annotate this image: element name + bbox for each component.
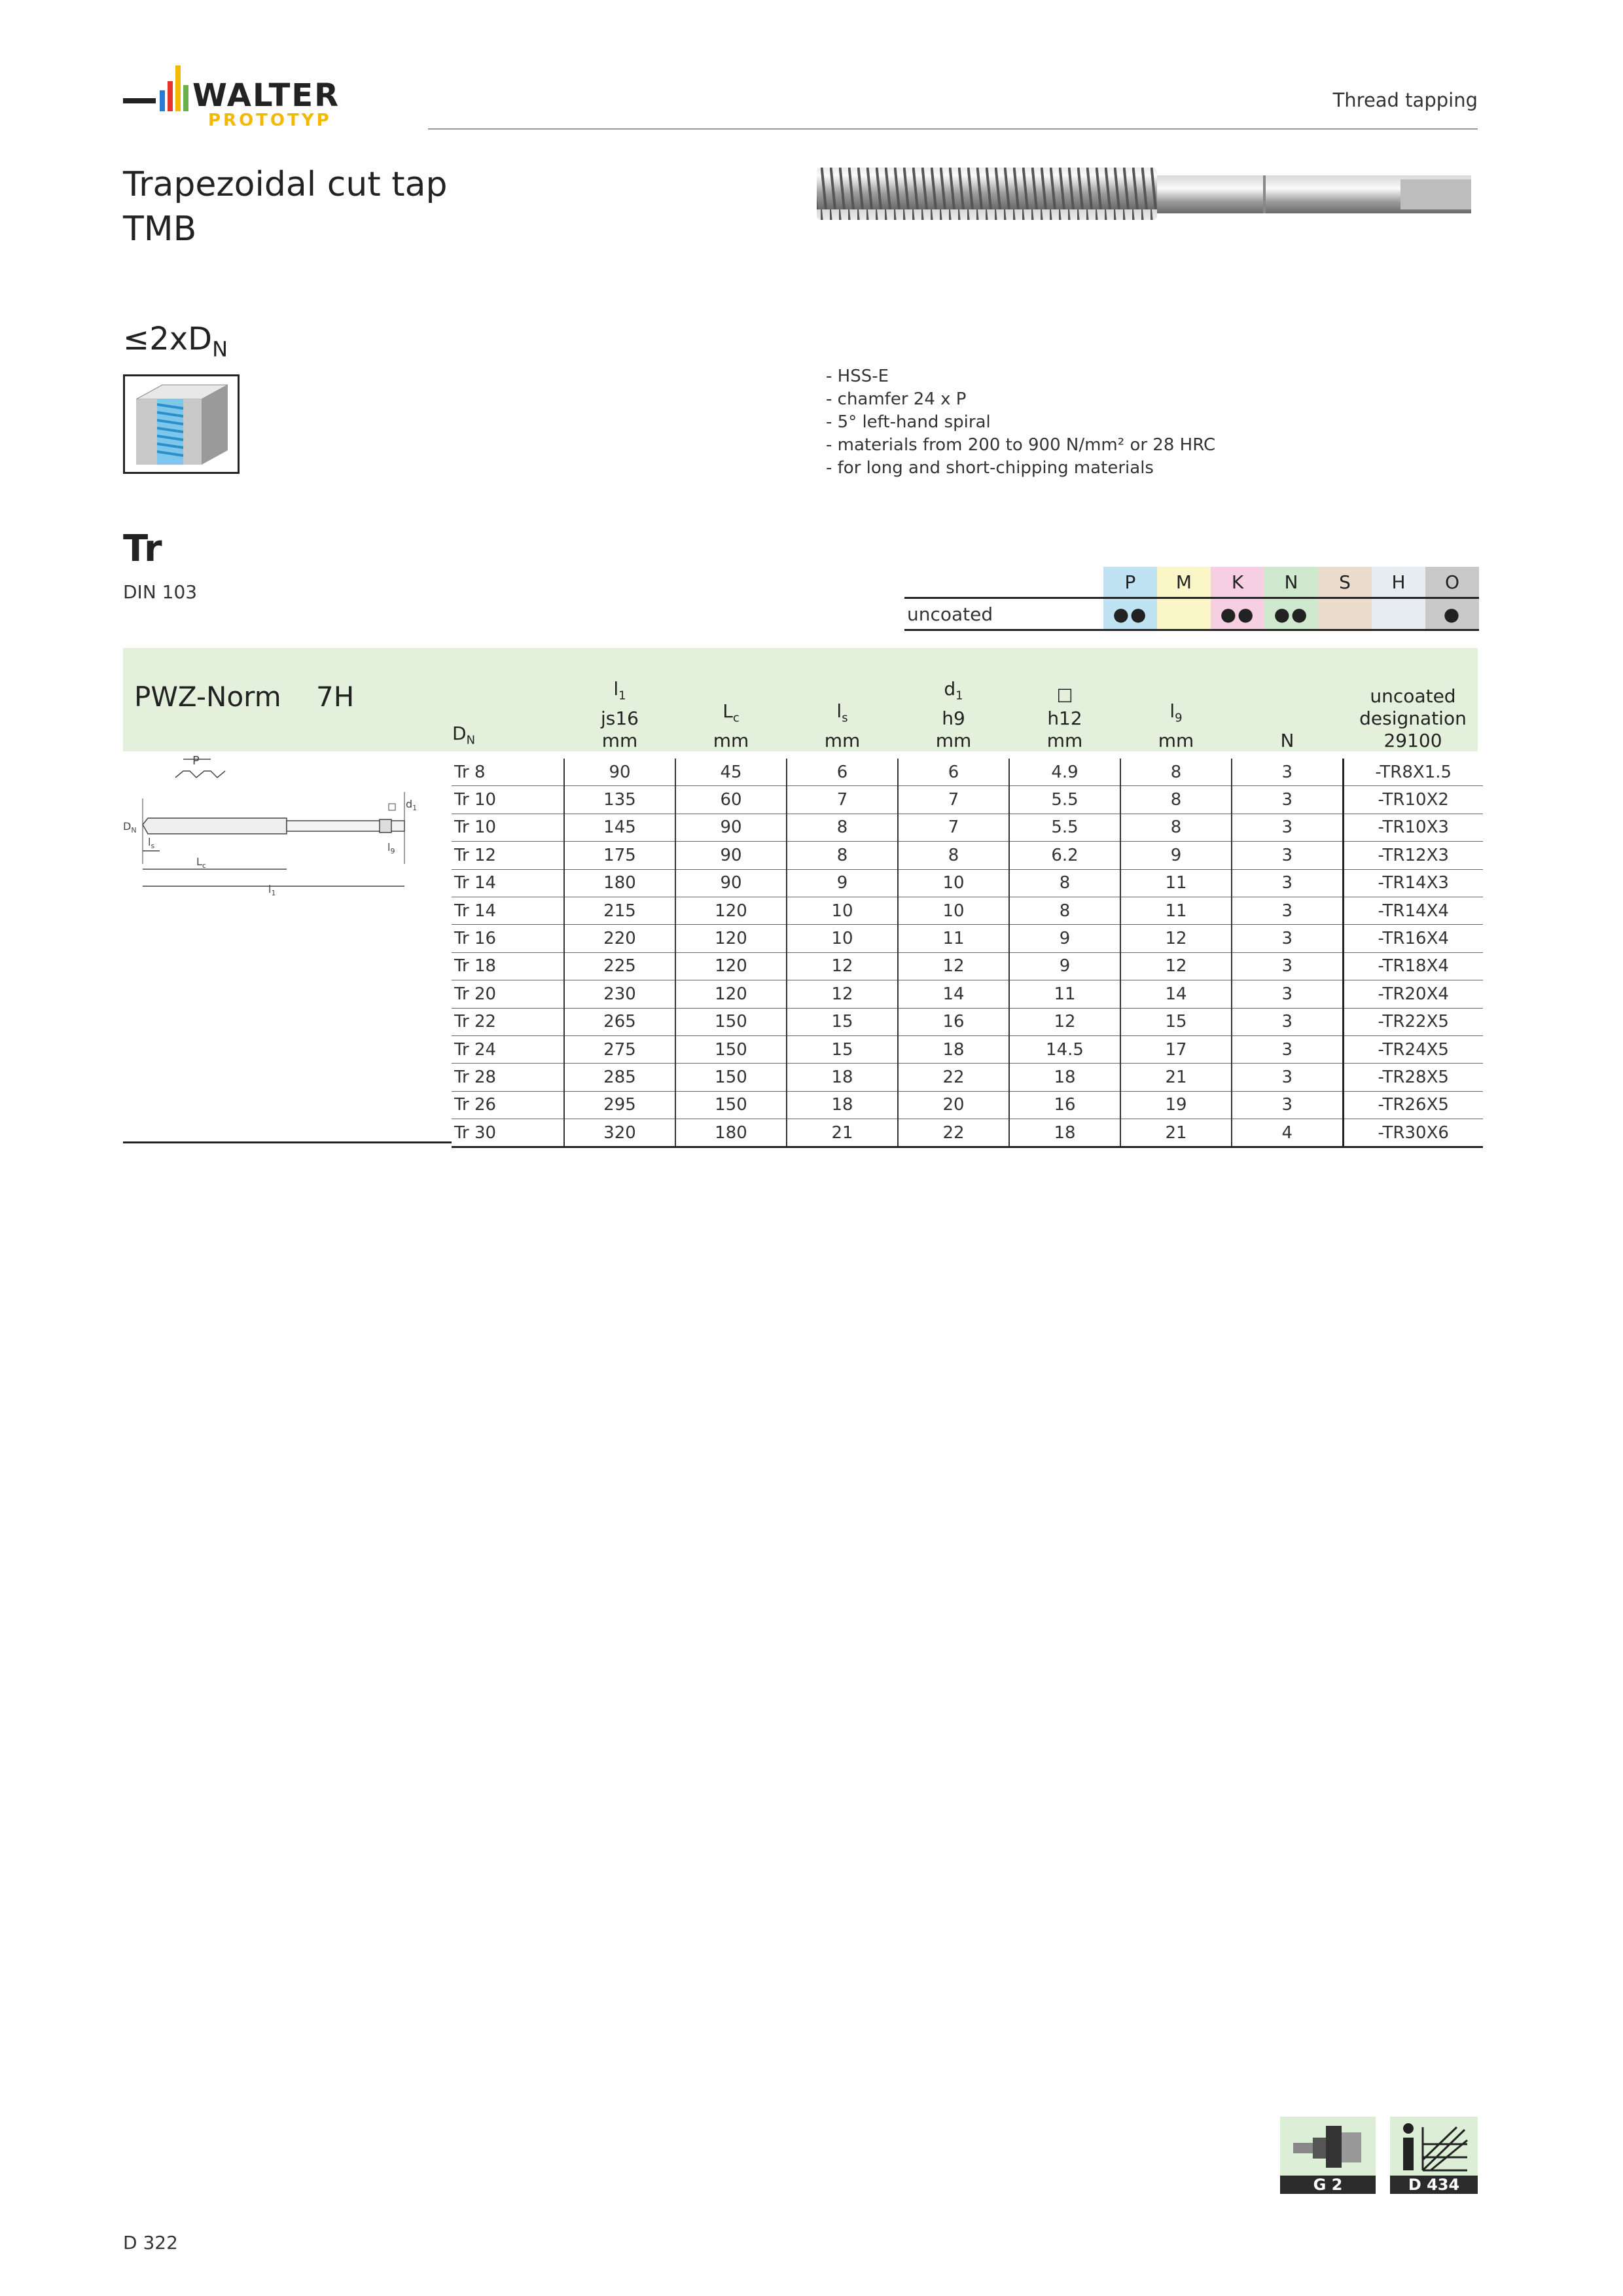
col-square-cell: 18 — [1009, 1064, 1120, 1091]
col-d1-cell: 14 — [898, 980, 1009, 1008]
col-lc-cell: 60 — [675, 786, 787, 814]
thread-type-heading: Tr — [123, 528, 162, 570]
col-l9-cell: 8 — [1120, 786, 1232, 814]
col-ls-cell: 21 — [787, 1119, 898, 1147]
col-square-cell: 12 — [1009, 1008, 1120, 1035]
col-l9-cell: 9 — [1120, 842, 1232, 869]
col-designation-cell[interactable]: -TR26X5 — [1343, 1091, 1483, 1119]
col-n-cell: 3 — [1232, 1091, 1343, 1119]
col-d1-cell: 22 — [898, 1064, 1009, 1091]
table-bottom-rule — [123, 1141, 452, 1143]
col-square-cell: 8 — [1009, 869, 1120, 897]
dn-label: $D_N$ — [123, 820, 137, 834]
col-ls-cell: 18 — [787, 1091, 898, 1119]
col-lc-cell: 150 — [675, 1091, 787, 1119]
col-ls-cell: 6 — [787, 759, 898, 786]
col-ls-cell: 12 — [787, 952, 898, 980]
col-n-cell: 3 — [1232, 897, 1343, 924]
col-ls-cell: 9 — [787, 869, 898, 897]
reference-d434-link[interactable] — [1390, 2117, 1478, 2194]
col-lc-cell: 120 — [675, 897, 787, 924]
col-ls-cell: 12 — [787, 980, 898, 1008]
col-ls-header: $l_s$ mm — [824, 700, 861, 751]
section-label: Thread tapping — [1332, 89, 1478, 111]
table-row — [452, 1035, 1483, 1063]
col-l9-cell: 21 — [1120, 1064, 1232, 1091]
col-d1-header: $d_1$ h9 mm — [935, 678, 972, 751]
depth-rating: $\le 2xD_N$ — [123, 321, 228, 362]
col-n-header: N — [1280, 730, 1294, 751]
material-header-k: K — [1211, 567, 1264, 598]
col-lc-cell: 90 — [675, 814, 787, 841]
col-dn-header: $D_N$ — [452, 723, 476, 747]
brand-text: WALTER — [192, 77, 340, 114]
col-designation-header: uncoated designation 29100 — [1359, 685, 1467, 751]
col-n-cell: 3 — [1232, 1064, 1343, 1091]
col-lc-cell: 180 — [675, 1119, 787, 1147]
col-lc-cell: 90 — [675, 869, 787, 897]
l9-label: $l_9$ — [387, 841, 395, 855]
product-code: TMB — [123, 209, 197, 249]
col-dn-cell: Tr 24 — [452, 1035, 564, 1063]
col-d1-cell: 7 — [898, 814, 1009, 841]
col-square-cell: 16 — [1009, 1091, 1120, 1119]
col-n-cell: 3 — [1232, 759, 1343, 786]
suitability-k: ●● — [1211, 598, 1264, 630]
col-n-cell: 3 — [1232, 842, 1343, 869]
col-lc-cell: 90 — [675, 842, 787, 869]
feature-list — [826, 365, 1215, 480]
col-d1-cell: 18 — [898, 1035, 1009, 1063]
col-designation-cell[interactable]: -TR10X3 — [1343, 814, 1483, 841]
table-row — [452, 869, 1483, 897]
col-square-cell: 9 — [1009, 952, 1120, 980]
tool-holder-icon — [1289, 2121, 1366, 2173]
table-row — [452, 925, 1483, 952]
col-n-cell: 3 — [1232, 980, 1343, 1008]
info-chart-icon — [1397, 2121, 1471, 2173]
reference-g2-label: G 2 — [1280, 2176, 1376, 2194]
col-lc-cell: 150 — [675, 1064, 787, 1091]
tap-dimension-drawing — [123, 753, 431, 916]
col-ls-cell: 10 — [787, 925, 898, 952]
col-lc-header: $L_c$ mm — [713, 700, 749, 751]
header-divider — [428, 128, 1478, 130]
dimensions-table — [452, 648, 1483, 1148]
col-designation-cell[interactable]: -TR28X5 — [1343, 1064, 1483, 1091]
norm-label: PWZ-Norm 7H — [134, 681, 355, 713]
col-lc-cell: 45 — [675, 759, 787, 786]
col-dn-cell: Tr 20 — [452, 980, 564, 1008]
feature-item: - for long and short-chipping materials — [826, 458, 1154, 478]
feature-item: - 5° left-hand spiral — [826, 412, 991, 432]
table-row — [452, 842, 1483, 869]
material-header-o: O — [1425, 567, 1479, 598]
col-square-cell: 5.5 — [1009, 786, 1120, 814]
table-row — [452, 759, 1483, 786]
col-d1-cell: 20 — [898, 1091, 1009, 1119]
col-dn-cell: Tr 8 — [452, 759, 564, 786]
col-designation-cell[interactable]: -TR10X2 — [1343, 786, 1483, 814]
material-header-h: H — [1372, 567, 1425, 598]
col-l1-cell: 180 — [564, 869, 675, 897]
col-l1-cell: 265 — [564, 1008, 675, 1035]
col-n-cell: 4 — [1232, 1119, 1343, 1147]
col-designation-cell[interactable]: -TR30X6 — [1343, 1119, 1483, 1147]
col-ls-cell: 7 — [787, 786, 898, 814]
col-ls-cell: 15 — [787, 1008, 898, 1035]
col-designation-cell[interactable]: -TR18X4 — [1343, 952, 1483, 980]
material-header-s: S — [1318, 567, 1372, 598]
col-n-cell: 3 — [1232, 1008, 1343, 1035]
suitability-n: ●● — [1264, 598, 1318, 630]
col-n-cell: 3 — [1232, 869, 1343, 897]
col-square-cell: 18 — [1009, 1119, 1120, 1147]
col-lc-cell: 120 — [675, 952, 787, 980]
material-header-p: P — [1103, 567, 1157, 598]
col-l1-cell: 175 — [564, 842, 675, 869]
col-n-cell: 3 — [1232, 1035, 1343, 1063]
suitability-m — [1157, 598, 1211, 630]
col-dn-cell: Tr 10 — [452, 786, 564, 814]
col-l9-cell: 11 — [1120, 869, 1232, 897]
col-designation-cell[interactable]: -TR20X4 — [1343, 980, 1483, 1008]
col-ls-cell: 10 — [787, 897, 898, 924]
table-row — [452, 1091, 1483, 1119]
lc-label: $L_c$ — [196, 855, 206, 870]
col-l1-cell: 285 — [564, 1064, 675, 1091]
col-ls-cell: 18 — [787, 1064, 898, 1091]
material-header-m: M — [1157, 567, 1211, 598]
col-d1-cell: 6 — [898, 759, 1009, 786]
col-dn-cell: Tr 16 — [452, 925, 564, 952]
table-row — [452, 952, 1483, 980]
col-d1-cell: 16 — [898, 1008, 1009, 1035]
col-designation-cell[interactable]: -TR12X3 — [1343, 842, 1483, 869]
suitability-p: ●● — [1103, 598, 1157, 630]
col-l1-header: $l_1$ js16 mm — [601, 678, 639, 751]
col-l1-cell: 145 — [564, 814, 675, 841]
col-d1-cell: 11 — [898, 925, 1009, 952]
feature-item: - materials from 200 to 900 N/mm² or 28 HRC — [826, 435, 1216, 455]
col-l9-cell: 11 — [1120, 897, 1232, 924]
material-header-n: N — [1264, 567, 1318, 598]
col-d1-cell: 7 — [898, 786, 1009, 814]
col-l9-header: $l_9$ mm — [1158, 700, 1194, 751]
suitability-s — [1318, 598, 1372, 630]
walter-prototyp-logo — [123, 59, 404, 131]
col-l1-cell: 230 — [564, 980, 675, 1008]
col-ls-cell: 15 — [787, 1035, 898, 1063]
col-dn-cell: Tr 30 — [452, 1119, 564, 1147]
col-dn-cell: Tr 26 — [452, 1091, 564, 1119]
col-square-header: ☐ h12 mm — [1046, 685, 1083, 751]
col-n-cell: 3 — [1232, 814, 1343, 841]
table-row — [452, 814, 1483, 841]
col-square-cell: 6.2 — [1009, 842, 1120, 869]
col-n-cell: 3 — [1232, 925, 1343, 952]
table-row — [452, 897, 1483, 924]
col-dn-cell: Tr 14 — [452, 897, 564, 924]
col-d1-cell: 8 — [898, 842, 1009, 869]
col-l9-cell: 15 — [1120, 1008, 1232, 1035]
col-lc-cell: 150 — [675, 1008, 787, 1035]
col-square-cell: 14.5 — [1009, 1035, 1120, 1063]
col-square-cell: 11 — [1009, 980, 1120, 1008]
col-l1-cell: 320 — [564, 1119, 675, 1147]
col-l9-cell: 8 — [1120, 759, 1232, 786]
col-n-cell: 3 — [1232, 952, 1343, 980]
col-l1-cell: 90 — [564, 759, 675, 786]
col-l9-cell: 8 — [1120, 814, 1232, 841]
col-l9-cell: 12 — [1120, 952, 1232, 980]
table-row — [452, 980, 1483, 1008]
product-title: Trapezoidal cut tap — [123, 165, 448, 204]
col-dn-cell: Tr 14 — [452, 869, 564, 897]
col-designation-cell[interactable]: -TR22X5 — [1343, 1008, 1483, 1035]
reference-d434-label: D 434 — [1390, 2176, 1478, 2194]
through-hole-icon — [123, 374, 240, 474]
feature-item: - HSS-E — [826, 367, 889, 386]
col-lc-cell: 120 — [675, 925, 787, 952]
table-row — [452, 1119, 1483, 1147]
col-l9-cell: 12 — [1120, 925, 1232, 952]
pitch-label: P — [192, 754, 200, 768]
standard-label: DIN 103 — [123, 581, 198, 603]
col-designation-cell[interactable]: -TR24X5 — [1343, 1035, 1483, 1063]
col-d1-cell: 12 — [898, 952, 1009, 980]
col-l1-cell: 295 — [564, 1091, 675, 1119]
d1-label: $d_1$ — [406, 798, 418, 812]
ls-label: $l_s$ — [148, 836, 155, 850]
col-l1-cell: 225 — [564, 952, 675, 980]
col-designation-cell[interactable]: -TR14X3 — [1343, 869, 1483, 897]
reference-g2-link[interactable] — [1280, 2117, 1376, 2194]
col-ls-cell: 8 — [787, 814, 898, 841]
col-dn-cell: Tr 10 — [452, 814, 564, 841]
col-designation-cell[interactable]: -TR14X4 — [1343, 897, 1483, 924]
feature-item: - chamfer 24 x P — [826, 389, 967, 409]
col-l1-cell: 220 — [564, 925, 675, 952]
col-l9-cell: 21 — [1120, 1119, 1232, 1147]
col-designation-cell[interactable]: -TR8X1.5 — [1343, 759, 1483, 786]
col-dn-cell: Tr 22 — [452, 1008, 564, 1035]
suitability-h — [1372, 598, 1425, 630]
sub-brand-text: PROTOTYP — [208, 111, 332, 130]
col-dn-cell: Tr 12 — [452, 842, 564, 869]
col-l9-cell: 14 — [1120, 980, 1232, 1008]
col-l1-cell: 215 — [564, 897, 675, 924]
col-lc-cell: 150 — [675, 1035, 787, 1063]
col-l9-cell: 17 — [1120, 1035, 1232, 1063]
col-d1-cell: 22 — [898, 1119, 1009, 1147]
table-row — [452, 1064, 1483, 1091]
col-dn-cell: Tr 28 — [452, 1064, 564, 1091]
col-designation-cell[interactable]: -TR16X4 — [1343, 925, 1483, 952]
col-square-cell: 9 — [1009, 925, 1120, 952]
col-lc-cell: 120 — [675, 980, 787, 1008]
page-number: D 322 — [123, 2232, 178, 2253]
col-square-cell: 4.9 — [1009, 759, 1120, 786]
tap-tool-image — [812, 157, 1479, 230]
col-ls-cell: 8 — [787, 842, 898, 869]
table-row — [452, 786, 1483, 814]
col-n-cell: 3 — [1232, 786, 1343, 814]
col-dn-cell: Tr 18 — [452, 952, 564, 980]
col-d1-cell: 10 — [898, 897, 1009, 924]
col-square-cell: 5.5 — [1009, 814, 1120, 841]
col-l1-cell: 275 — [564, 1035, 675, 1063]
col-square-cell: 8 — [1009, 897, 1120, 924]
suitability-o: ● — [1425, 598, 1479, 630]
material-suitability-table — [904, 567, 1479, 631]
col-d1-cell: 10 — [898, 869, 1009, 897]
col-l9-cell: 19 — [1120, 1091, 1232, 1119]
col-l1-cell: 135 — [564, 786, 675, 814]
coating-label: uncoated — [904, 598, 1103, 630]
l1-label: $l_1$ — [268, 883, 276, 897]
table-row — [452, 1008, 1483, 1035]
